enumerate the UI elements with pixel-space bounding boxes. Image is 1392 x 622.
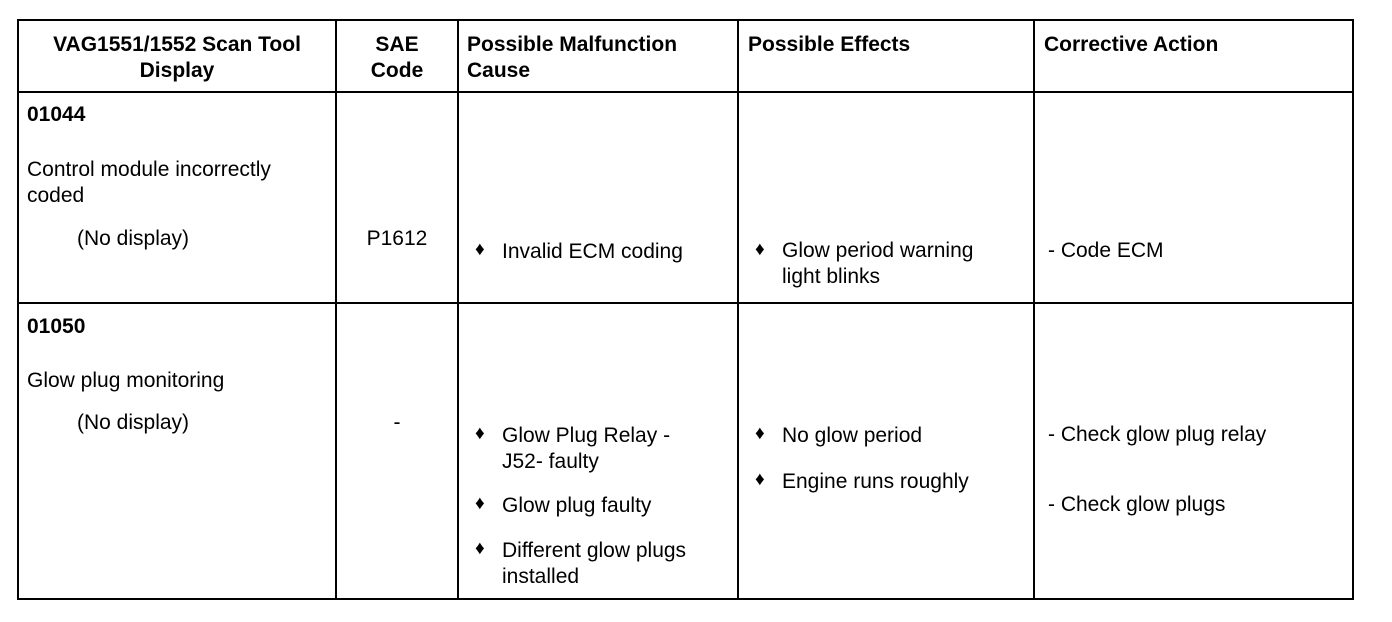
header-sae-code-line1: SAE — [375, 33, 419, 56]
action-text: - Code ECM — [1048, 239, 1164, 262]
column-divider — [1033, 21, 1035, 598]
cause-text-line1: Glow Plug Relay - — [502, 424, 671, 447]
bullet-icon: ♦ — [475, 239, 485, 260]
bullet-icon: ♦ — [475, 423, 485, 444]
cause-text-line2: installed — [502, 565, 580, 588]
column-divider — [335, 21, 337, 598]
action-text: - Check glow plug relay — [1048, 423, 1267, 446]
sae-code: P1612 — [366, 227, 428, 250]
column-divider — [737, 21, 739, 598]
bullet-icon: ♦ — [475, 493, 485, 514]
header-effects: Possible Effects — [748, 33, 911, 56]
cause-text: Invalid ECM coding — [502, 240, 683, 263]
header-cause-line1: Possible Malfunction — [467, 33, 678, 56]
cause-text-line1: Different glow plugs — [502, 539, 687, 562]
effect-text-line2: light blinks — [782, 265, 881, 288]
effect-text: Engine runs roughly — [782, 470, 969, 493]
sae-code: - — [393, 411, 401, 434]
row-divider — [19, 302, 1352, 304]
bullet-icon: ♦ — [755, 239, 765, 260]
header-scan-tool-display-line1: VAG1551/1552 Scan Tool — [53, 33, 301, 56]
bullet-icon: ♦ — [755, 469, 765, 490]
cause-text-line2: J52- faulty — [502, 450, 599, 473]
header-sae-code-line2: Code — [370, 59, 424, 82]
bullet-icon: ♦ — [475, 538, 485, 559]
display-note: (No display) — [77, 411, 190, 434]
effect-text: No glow period — [782, 424, 923, 447]
display-note: (No display) — [77, 227, 190, 250]
header-action: Corrective Action — [1044, 33, 1219, 56]
dtc-code: 01050 — [27, 315, 86, 338]
dtc-description-line1: Glow plug monitoring — [27, 369, 225, 392]
cause-text: Glow plug faulty — [502, 494, 652, 517]
diagnostic-table — [17, 19, 1354, 600]
row-divider — [19, 91, 1352, 93]
effect-text-line1: Glow period warning — [782, 239, 974, 262]
dtc-description-line2: coded — [27, 184, 85, 207]
header-cause-line2: Cause — [467, 59, 531, 82]
dtc-code: 01044 — [27, 103, 86, 126]
header-scan-tool-display-line2: Display — [139, 59, 215, 82]
bullet-icon: ♦ — [755, 423, 765, 444]
dtc-description-line1: Control module incorrectly — [27, 158, 271, 181]
column-divider — [457, 21, 459, 598]
action-text: - Check glow plugs — [1048, 493, 1226, 516]
